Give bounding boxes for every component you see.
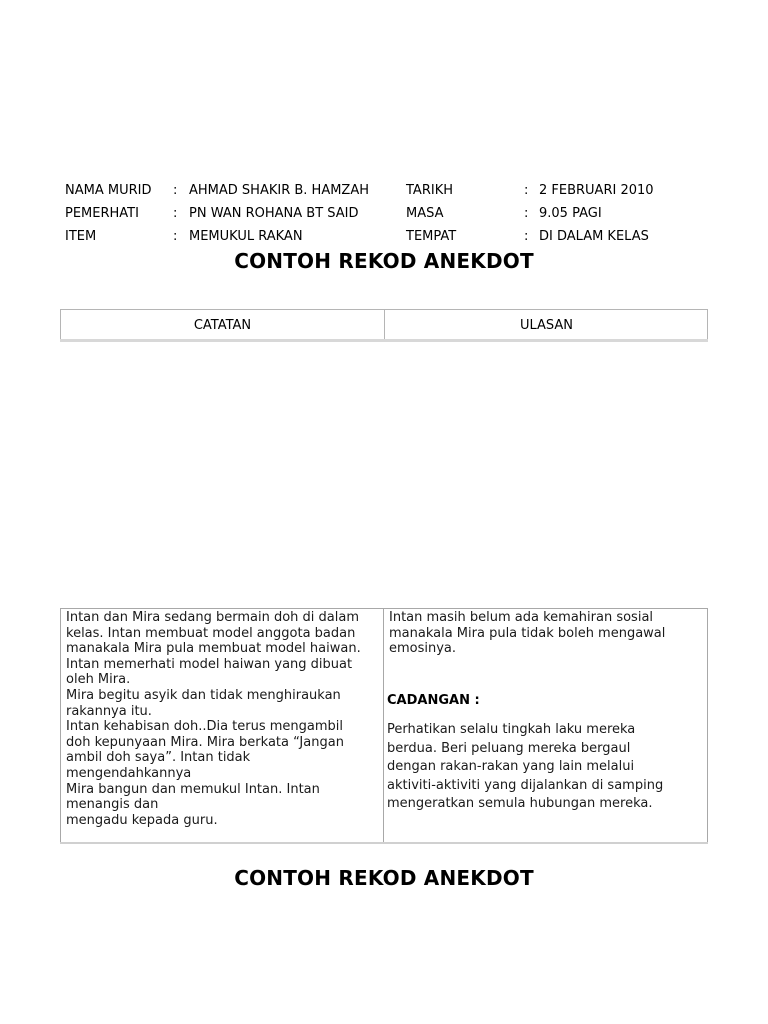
separator: : [173, 206, 178, 221]
separator: : [524, 206, 529, 221]
cadangan-text [387, 721, 705, 814]
catatan-line: oleh Mira. [66, 672, 131, 688]
tarikh-value: 2 FEBRUARI 2010 [539, 183, 654, 198]
catatan-line: menangis dan [66, 797, 159, 813]
ulasan-line: emosinya. [389, 641, 457, 657]
cadangan-line: Perhatikan selalu tingkah laku mereka [387, 722, 636, 737]
catatan-cell [66, 610, 380, 828]
nama-murid-value: AHMAD SHAKIR B. HAMZAH [189, 183, 370, 198]
tempat-value: DI DALAM KELAS [539, 229, 649, 244]
table-bottom-edge [60, 842, 708, 844]
catatan-line: Intan kehabisan doh..Dia terus mengambil [66, 719, 344, 735]
cadangan-label: CADANGAN : [387, 693, 480, 708]
tarikh-label: TARIKH [406, 183, 453, 198]
item-label: ITEM [65, 229, 97, 244]
item-value: MEMUKUL RAKAN [189, 229, 303, 244]
catatan-line: manakala Mira pula membuat model haiwan. [66, 641, 361, 657]
masa-label: MASA [406, 206, 444, 221]
pemerhati-label: PEMERHATI [65, 206, 139, 221]
footer-title: CONTOH REKOD ANEKDOT [234, 866, 534, 890]
catatan-line: mengadu kepada guru. [66, 812, 218, 828]
ulasan-header: ULASAN [519, 317, 574, 333]
ulasan-cell [389, 610, 703, 657]
catatan-line: Intan memerhati model haiwan yang dibuat [66, 656, 353, 672]
cadangan-line: aktiviti-aktiviti yang dijalankan di samping [387, 777, 664, 793]
catatan-line: rakannya itu. [66, 703, 152, 719]
separator: : [173, 229, 178, 244]
cadangan-line: mengeratkan semula hubungan mereka. [387, 796, 653, 811]
catatan-line: mengendahkannya [66, 765, 192, 781]
catatan-line: Intan dan Mira sedang bermain doh di dalam [66, 610, 359, 625]
ulasan-line: Intan masih belum ada kemahiran sosial [389, 610, 654, 625]
pemerhati-value: PN WAN ROHANA BT SAID [189, 206, 359, 221]
catatan-line: ambil doh saya”. Intan tidak [66, 750, 251, 766]
tempat-label: TEMPAT [406, 229, 457, 244]
record-table [60, 608, 708, 844]
masa-value: 9.05 PAGI [539, 206, 602, 221]
catatan-line: kelas. Intan membuat model anggota badan [66, 625, 356, 641]
catatan-line: Mira begitu asyik dan tidak menghiraukan [66, 687, 341, 703]
catatan-line: Mira bangun dan memukul Intan. Intan [66, 781, 320, 797]
cadangan-line: dengan rakan-rakan yang lain melalui [387, 759, 635, 774]
column-divider [383, 609, 384, 843]
catatan-line: doh kepunyaan Mira. Mira berkata “Jangan [66, 734, 344, 750]
header-divider [60, 339, 708, 342]
separator: : [524, 229, 529, 244]
catatan-header: CATATAN [61, 310, 385, 340]
page-title: CONTOH REKOD ANEKDOT [234, 249, 534, 273]
column-header-table [60, 309, 708, 341]
separator: : [524, 183, 529, 198]
cadangan-line: berdua. Beri peluang mereka bergaul [387, 740, 631, 756]
nama-murid-label: NAMA MURID [65, 183, 152, 198]
ulasan-line: manakala Mira pula tidak boleh mengawal [389, 625, 666, 641]
separator: : [173, 183, 178, 198]
